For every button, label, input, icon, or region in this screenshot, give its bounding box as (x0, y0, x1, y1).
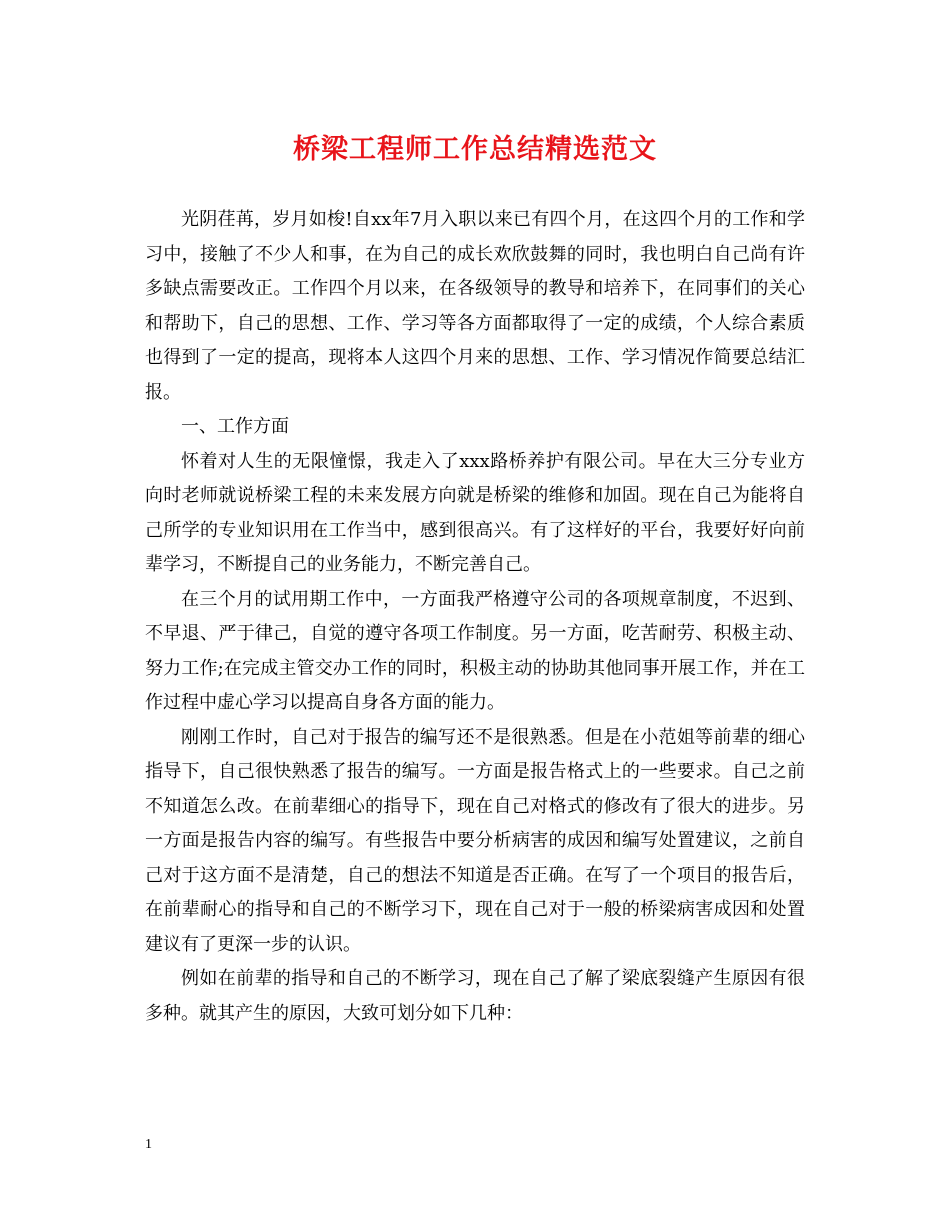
document-body (145, 203, 805, 1031)
paragraph: 光阴荏苒，岁月如梭!自xx年7月入职以来已有四个月，在这四个月的工作和学习中，接触了不少人和事，在为自己的成长欢欣鼓舞的同时，我也明白自己尚有许多缺点需要改正。工作四个月以来，在各级领导的教导和培养下，在同事们的关心和帮助下，自己的思想、工作、学习等各方面都取得了一定的成绩，个人综合素质也得到了一定的提高，现将本人这四个月来的思想、工作、学习情况作简要总结汇报。 (145, 209, 805, 403)
page-number: 1 (145, 1137, 152, 1152)
document-title: 桥梁工程师工作总结精选范文 (293, 134, 657, 165)
section-heading: 一、工作方面 (181, 416, 289, 437)
paragraph: 在三个月的试用期工作中，一方面我严格遵守公司的各项规章制度，不迟到、不早退、严于律己，自觉的遵守各项工作制度。另一方面，吃苦耐劳、积极主动、努力工作;在完成主管交办工作的同时，积极主动的协助其他同事开展工作，并在工作过程中虚心学习以提高自身各方面的能力。 (145, 588, 805, 713)
paragraph: 刚刚工作时，自己对于报告的编写还不是很熟悉。但是在小范姐等前辈的细心指导下，自己很快熟悉了报告的编写。一方面是报告格式上的一些要求。自己之前不知道怎么改。在前辈细心的指导下，现在自己对格式的修改有了很大的进步。另一方面是报告内容的编写。有些报告中要分析病害的成因和编写处置建议，之前自己对于这方面不是清楚，自己的想法不知道是否正确。在写了一个项目的报告后，在前辈耐心的指导和自己的不断学习下，现在自己对于一般的桥梁病害成因和处置建议有了更深一步的认识。 (145, 726, 805, 955)
paragraph: 怀着对人生的无限憧憬，我走入了xxx路桥养护有限公司。早在大三分专业方向时老师就说桥梁工程的未来发展方向就是桥梁的维修和加固。现在自己为能将自己所学的专业知识用在工作当中，感到很高兴。有了这样好的平台，我要好好向前辈学习，不断提自己的业务能力，不断完善自己。 (145, 450, 805, 575)
paragraph: 例如在前辈的指导和自己的不断学习，现在自己了解了梁底裂缝产生原因有很多种。就其产生的原因，大致可划分如下几种： (145, 968, 805, 1024)
